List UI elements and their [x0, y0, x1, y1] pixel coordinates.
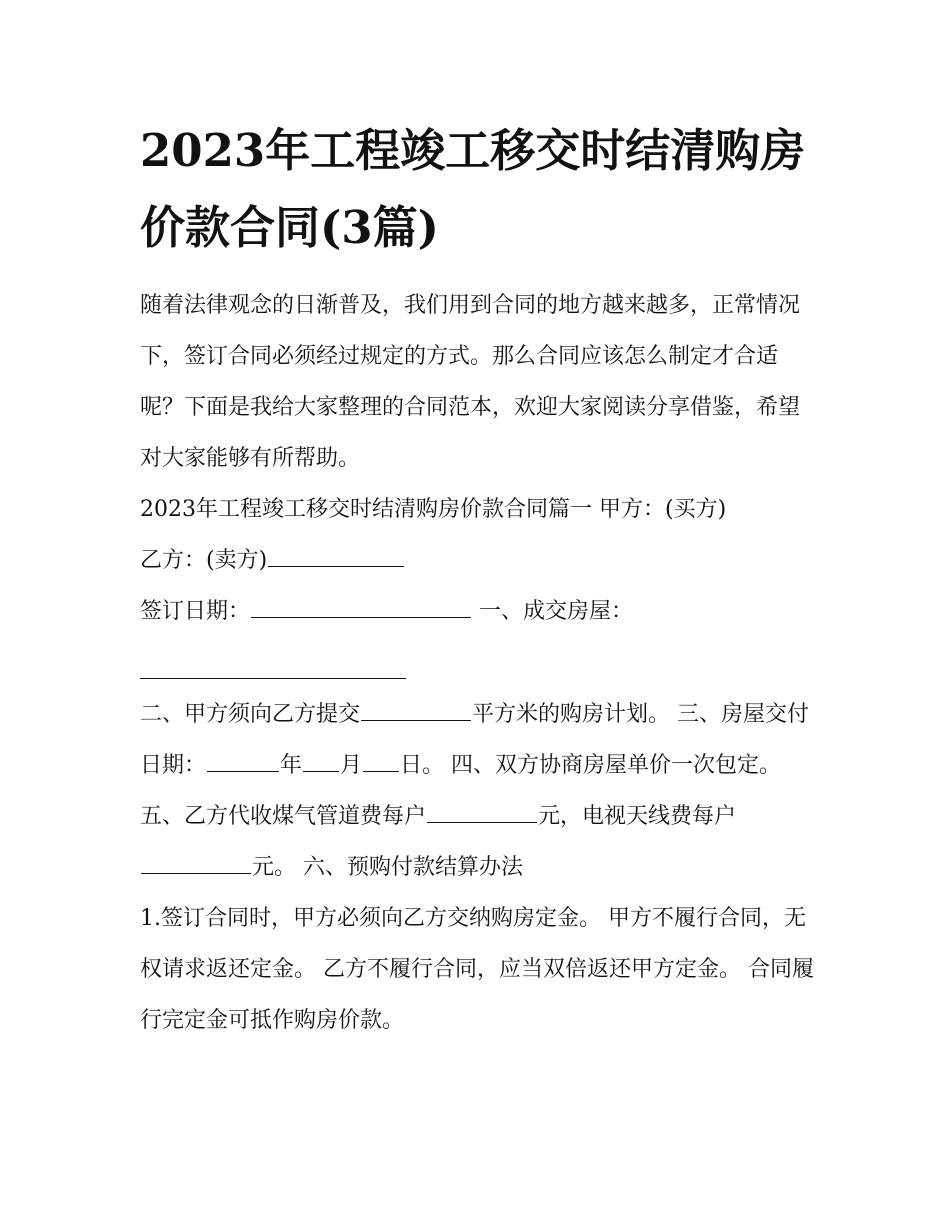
- intro-paragraph: 随着法律观念的日渐普及，我们用到合同的地方越来越多，正常情况下，签订合同必须经过规定的方式。那么合同应该怎么制定才合适呢？下面是我给大家整理的合同范本，欢迎大家阅读分享借鉴，希望对大家能够有所帮助。: [140, 293, 801, 471]
- item1-label: 一、成交房屋：: [472, 599, 634, 624]
- document-page: [140, 112, 820, 1046]
- item5-paragraph: [140, 791, 820, 893]
- item2-paragraph: [140, 689, 820, 791]
- item5-prefix: 五、乙方代收煤气管道费每户: [140, 804, 427, 829]
- year-unit: 年: [280, 753, 303, 778]
- month-blank: [303, 770, 339, 772]
- document-title: 2023年工程竣工移交时结清购房价款合同(3篇): [140, 124, 806, 254]
- item1-blank: [140, 677, 406, 679]
- tv-fee-blank: [141, 872, 251, 874]
- area-blank: [361, 719, 471, 721]
- clause1-paragraph: 1.签订合同时，甲方必须向乙方交纳购房定金。 甲方不履行合同，无权请求返还定金。 乙方不履行合同，应当双倍返还甲方定金。 合同履行完定金可抵作购房价款。: [140, 906, 814, 1033]
- party-b-blank: [268, 565, 404, 567]
- party-b-label: 乙方：(卖方): [140, 548, 268, 573]
- sign-date-label: 签订日期：: [140, 599, 251, 624]
- item5-mid: 元，电视天线费每户: [538, 804, 737, 829]
- item5-suffix: 元。 六、预购付款结算办法: [252, 855, 523, 880]
- month-unit: 月: [340, 753, 363, 778]
- item2-suffix: 平方米的购房计划。 三、房屋交付日期：: [140, 702, 810, 778]
- day-blank: [363, 770, 399, 772]
- item2-prefix: 二、甲方须向乙方提交: [140, 702, 361, 727]
- gas-fee-blank: [427, 821, 537, 823]
- party-b-line: [140, 535, 820, 586]
- contract-heading-line: 2023年工程竣工移交时结清购房价款合同篇一 甲方：(买方): [140, 497, 727, 522]
- year-blank: [207, 770, 279, 772]
- day-unit: 日。 四、双方协商房屋单价一次包定。: [400, 753, 782, 778]
- sign-date-line: [140, 586, 820, 637]
- sign-date-blank: [251, 616, 471, 618]
- sign-date-and-item1: [140, 586, 820, 679]
